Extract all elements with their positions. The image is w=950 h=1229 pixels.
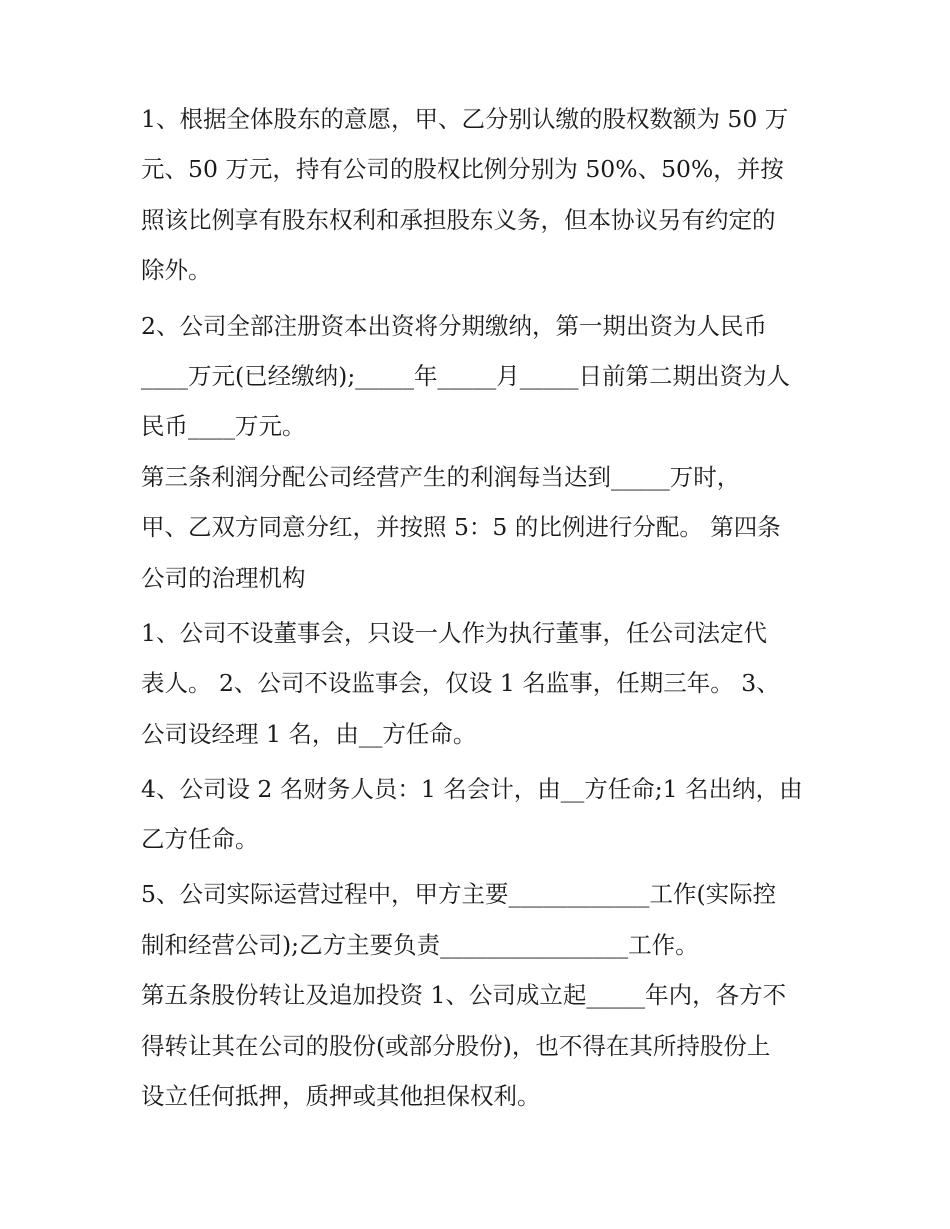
text-line: 1、根据全体股东的意愿，甲、乙分别认缴的股权数额为 50 万 [141,105,789,133]
text-line: 得转让其在公司的股份(或部分股份)，也不得在其所持股份上 [141,1032,771,1060]
text-line: 表人。 2、公司不设监事会，仅设 1 名监事，任期三年。 3、 [141,669,780,697]
text-line: 照该比例享有股东权利和承担股东义务，但本协议另有约定的 [141,206,776,234]
text-line: 2、公司全部注册资本出资将分期缴纳，第一期出资为人民币 [141,312,767,340]
text-line: 乙方任命。 [141,825,259,853]
text-line: 5、公司实际运营过程中，甲方主要____________工作(实际控 [141,880,777,908]
text-line: 民币____万元。 [141,412,306,440]
text-line: 元、50 万元，持有公司的股权比例分别为 50%、50%，并按 [141,155,784,183]
text-line: 甲、乙双方同意分红，并按照 5：5 的比例进行分配。 第四条 [141,513,781,541]
text-line: 第三条利润分配公司经营产生的利润每当达到_____万时， [141,463,741,491]
text-line: 4、公司设 2 名财务人员：1 名会计，由__方任命;1 名出纳，由 [141,775,803,803]
text-line: 公司设经理 1 名，由__方任命。 [141,720,477,748]
text-line: 制和经营公司);乙方主要负责________________工作。 [141,931,699,959]
text-line: 公司的治理机构 [141,564,306,592]
text-line: 除外。 [141,256,212,284]
text-line: 1、公司不设董事会，只设一人作为执行董事，任公司法定代 [141,619,767,647]
text-line: 设立任何抵押，质押或其他担保权利。 [141,1082,541,1110]
text-line: ____万元(已经缴纳);_____年_____月_____日前第二期出资为人 [141,362,791,390]
text-line: 第五条股份转让及追加投资 1、公司成立起_____年内，各方不 [141,981,787,1009]
